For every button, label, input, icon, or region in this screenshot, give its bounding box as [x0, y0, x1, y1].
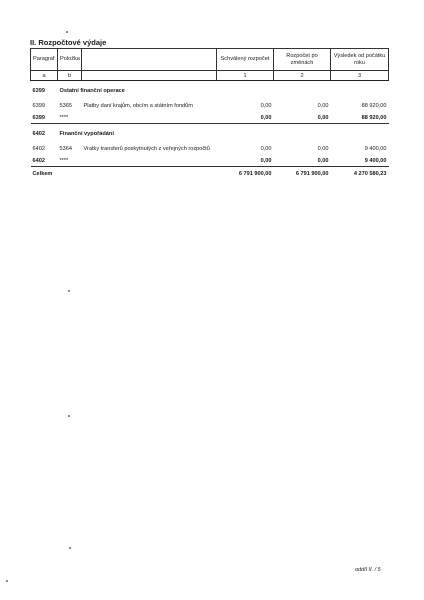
row-value-3: 9 400,00: [364, 145, 387, 152]
subtotal-value-1: 0,00: [217, 113, 274, 124]
row-paragraf: 6399: [32, 102, 45, 109]
subtotal-row: [31, 113, 389, 124]
table-row: [31, 141, 389, 156]
subtotal-value-2: 0,00: [274, 156, 331, 167]
row-value-2: 0,00: [317, 145, 329, 152]
header-index-2: 2: [274, 71, 331, 81]
group-name: Ostatní finanční operace: [59, 87, 125, 94]
subtotal-paragraf: 6399: [31, 113, 58, 124]
section-title: II. Rozpočtové výdaje: [30, 38, 107, 47]
subtotal-value-3: 9 400,00: [331, 156, 389, 167]
total-value-3: 4 270 580,23: [353, 170, 387, 177]
header-polozka: Položka: [58, 49, 82, 71]
subtotal-paragraf: 6402: [31, 156, 58, 167]
group-paragraf: 6399: [32, 87, 45, 94]
total-value-2: 6 791 900,00: [295, 170, 329, 177]
row-polozka: 5365: [59, 102, 72, 109]
group-name: Finanční vypořádání: [59, 130, 114, 137]
total-label: Celkem: [32, 170, 53, 177]
scan-speck: [68, 290, 70, 292]
row-text: Platby daní krajům, obcím a státním fondům: [83, 102, 193, 109]
header-schvaleny-rozpocet: Schválený rozpočet: [217, 49, 274, 71]
header-blank: [82, 49, 217, 71]
subtotal-value-3: 88 920,00: [331, 113, 389, 124]
header-index-3: 3: [331, 71, 389, 81]
row-text: Vratky transferů poskytnutých z veřejných rozpočtů: [83, 145, 210, 152]
scan-speck: [6, 580, 8, 582]
total-row: [31, 167, 389, 181]
subtotal-row: [31, 156, 389, 167]
group-paragraf: 6402: [32, 130, 45, 137]
row-value-2: 0,00: [317, 102, 329, 109]
header-index-b: b: [58, 71, 82, 81]
scan-speck: [66, 31, 68, 33]
header-index-1: 1: [217, 71, 274, 81]
header-index-blank: [82, 71, 217, 81]
subtotal-stars: ****: [58, 113, 82, 124]
row-value-1: 0,00: [260, 145, 272, 152]
header-vysledek: Výsledek od počátku roku: [331, 49, 389, 71]
header-index-row: [31, 71, 389, 81]
header-row: [31, 49, 389, 71]
subtotal-value-2: 0,00: [274, 113, 331, 124]
group-header-row: [31, 124, 389, 142]
total-value-1: 6 791 900,00: [238, 170, 272, 177]
subtotal-blank: [82, 113, 217, 124]
row-value-1: 0,00: [260, 102, 272, 109]
header-paragraf: Paragraf: [31, 49, 58, 71]
budget-table: [30, 48, 389, 180]
header-rozpocet-po-zmenach: Rozpočet po změnách: [274, 49, 331, 71]
row-value-3: 88 920,00: [361, 102, 387, 109]
header-index-a: a: [31, 71, 58, 81]
row-polozka: 5364: [59, 145, 72, 152]
page-footer: oddíl II. / 5: [355, 567, 381, 573]
scan-speck: [68, 415, 70, 417]
scan-speck: [69, 547, 71, 549]
subtotal-blank: [82, 156, 217, 167]
subtotal-value-1: 0,00: [217, 156, 274, 167]
subtotal-stars: ****: [58, 156, 82, 167]
row-paragraf: 6402: [32, 145, 45, 152]
group-header-row: [31, 81, 389, 99]
table-row: [31, 98, 389, 113]
